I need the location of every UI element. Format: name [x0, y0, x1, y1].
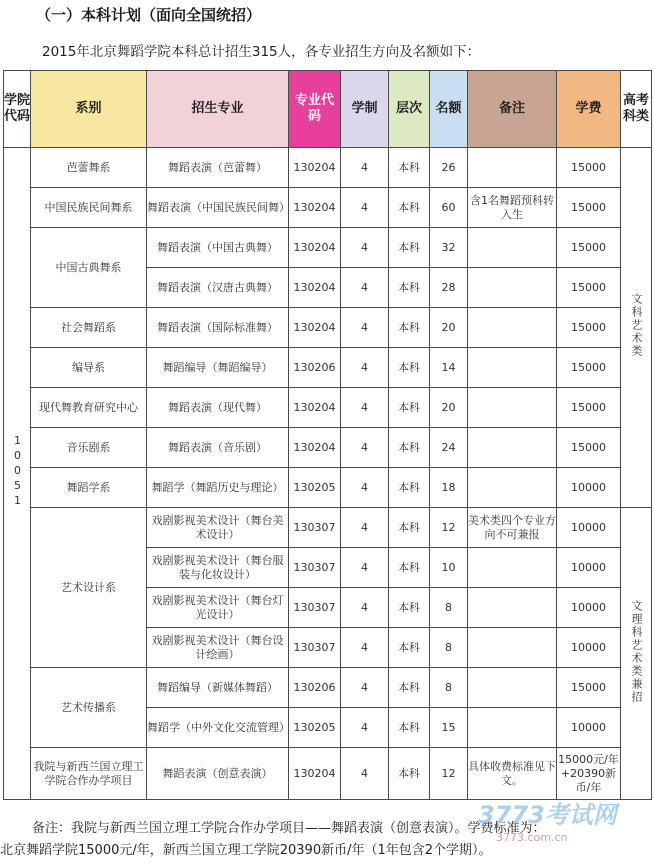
fee-cell: 15000: [557, 188, 621, 228]
table-row: [4, 508, 652, 548]
years-cell: 4: [341, 668, 389, 708]
years-cell: 4: [341, 268, 389, 308]
code-cell: 130204: [289, 428, 341, 468]
quota-cell: 18: [430, 468, 468, 508]
years-cell: 4: [341, 348, 389, 388]
exam-category-cell: [621, 148, 652, 508]
level-cell: 本科: [389, 428, 430, 468]
code-cell: 130205: [289, 708, 341, 748]
header-remark: 备注: [468, 71, 557, 148]
quota-cell: 32: [430, 228, 468, 268]
major-cell: 舞蹈表演（芭蕾舞）: [147, 148, 289, 188]
fee-cell: 15000: [557, 428, 621, 468]
fee-cell: 10000: [557, 588, 621, 628]
dept-cell: 社会舞蹈系: [31, 308, 147, 348]
remark-cell: [468, 668, 557, 708]
fee-cell: 15000: [557, 668, 621, 708]
site-watermark-logo: [470, 795, 650, 850]
major-cell: 舞蹈学（中外文化交流管理）: [147, 708, 289, 748]
remark-cell: 具体收费标准见下文。: [468, 748, 557, 800]
quota-cell: 14: [430, 348, 468, 388]
level-cell: 本科: [389, 548, 430, 588]
enrollment-plan-table: [3, 70, 652, 800]
years-cell: 4: [341, 708, 389, 748]
section-title: （一）本科计划（面向全国统招）: [36, 6, 262, 24]
dept-cell: 中国民族民间舞系: [31, 188, 147, 228]
code-cell: 130205: [289, 468, 341, 508]
level-cell: 本科: [389, 268, 430, 308]
fee-cell: 15000: [557, 268, 621, 308]
quota-cell: 60: [430, 188, 468, 228]
table-row: [4, 668, 652, 708]
dept-cell: 艺术设计系: [31, 508, 147, 668]
quota-cell: 28: [430, 268, 468, 308]
dept-cell: 我院与新西兰国立理工学院合作办学项目: [31, 748, 147, 800]
remark-cell: [468, 268, 557, 308]
watermark-text: 3773考试网: [478, 801, 617, 829]
level-cell: 本科: [389, 628, 430, 668]
code-cell: 130206: [289, 348, 341, 388]
level-cell: 本科: [389, 708, 430, 748]
quota-cell: 12: [430, 748, 468, 800]
major-cell: 舞蹈表演（现代舞）: [147, 388, 289, 428]
code-cell: 130204: [289, 148, 341, 188]
code-cell: 130307: [289, 588, 341, 628]
quota-cell: 20: [430, 388, 468, 428]
exam-category-arts: 文科艺术类: [630, 293, 643, 358]
code-cell: 130204: [289, 268, 341, 308]
level-cell: 本科: [389, 588, 430, 628]
major-cell: 舞蹈学（舞蹈历史与理论）: [147, 468, 289, 508]
dept-cell: 舞蹈学系: [31, 468, 147, 508]
quota-cell: 26: [430, 148, 468, 188]
dept-cell: 编导系: [31, 348, 147, 388]
years-cell: 4: [341, 388, 389, 428]
table-row: [4, 468, 652, 508]
quota-cell: 10: [430, 548, 468, 588]
header-major: 招生专业: [147, 71, 289, 148]
years-cell: 4: [341, 188, 389, 228]
remark-cell: [468, 588, 557, 628]
code-cell: 130307: [289, 508, 341, 548]
quota-cell: 8: [430, 668, 468, 708]
years-cell: 4: [341, 748, 389, 800]
header-quota: 名额: [430, 71, 468, 148]
remark-cell: [468, 628, 557, 668]
remark-cell: [468, 308, 557, 348]
level-cell: 本科: [389, 348, 430, 388]
remark-cell: 美术类四个专业方向不可兼报: [468, 508, 557, 548]
fee-cell: 10000: [557, 468, 621, 508]
years-cell: 4: [341, 428, 389, 468]
major-cell: 戏剧影视美术设计（舞台服装与化妆设计）: [147, 548, 289, 588]
table-row: [4, 228, 652, 268]
code-cell: 130307: [289, 628, 341, 668]
fee-cell: 15000: [557, 228, 621, 268]
header-fee: 学费: [557, 71, 621, 148]
code-cell: 130204: [289, 228, 341, 268]
level-cell: 本科: [389, 468, 430, 508]
intro-text: 2015年北京舞蹈学院本科总计招生315人，各专业招生方向及名额如下：: [42, 44, 481, 60]
table-row: [4, 348, 652, 388]
major-cell: 舞蹈表演（中国古典舞）: [147, 228, 289, 268]
college-code-cell: [4, 148, 31, 800]
header-level: 层次: [389, 71, 430, 148]
code-cell: 130204: [289, 188, 341, 228]
header-major-code: 专业代码: [289, 71, 341, 148]
exam-category-arts-science: 文理科艺术类兼招: [630, 599, 643, 704]
header-department: 系别: [31, 71, 147, 148]
quota-cell: 12: [430, 508, 468, 548]
major-cell: 舞蹈表演（中国民族民间舞）: [147, 188, 289, 228]
remark-cell: 含1名舞蹈预科转入生: [468, 188, 557, 228]
watermark-sub: 3773.com.cn: [496, 831, 568, 844]
years-cell: 4: [341, 588, 389, 628]
table-row: [4, 748, 652, 800]
table-row: [4, 388, 652, 428]
fee-cell: 15000元/年+20390新币/年: [557, 748, 621, 800]
fee-cell: 10000: [557, 708, 621, 748]
code-cell: 130204: [289, 748, 341, 800]
remark-cell: [468, 388, 557, 428]
major-cell: 戏剧影视美术设计（舞台灯光设计）: [147, 588, 289, 628]
quota-cell: 8: [430, 588, 468, 628]
level-cell: 本科: [389, 388, 430, 428]
table-row: [4, 428, 652, 468]
level-cell: 本科: [389, 748, 430, 800]
table-row: [4, 308, 652, 348]
fee-cell: 15000: [557, 388, 621, 428]
table-row: [4, 148, 652, 188]
quota-cell: 8: [430, 628, 468, 668]
dept-cell: 艺术传播系: [31, 668, 147, 748]
exam-category-cell: [621, 508, 652, 800]
major-cell: 舞蹈编导（新媒体舞蹈）: [147, 668, 289, 708]
fee-cell: 10000: [557, 508, 621, 548]
header-college-code: 学院代码: [4, 71, 31, 148]
years-cell: 4: [341, 628, 389, 668]
years-cell: 4: [341, 548, 389, 588]
major-cell: 舞蹈表演（汉唐古典舞）: [147, 268, 289, 308]
years-cell: 4: [341, 228, 389, 268]
header-years: 学制: [341, 71, 389, 148]
footnote-line-1: 备注：我院与新西兰国立理工学院合作办学项目——舞蹈表演（创意表演）。学费标准为：: [32, 821, 546, 836]
level-cell: 本科: [389, 508, 430, 548]
dept-cell: 现代舞教育研究中心: [31, 388, 147, 428]
code-cell: 130307: [289, 548, 341, 588]
years-cell: 4: [341, 308, 389, 348]
fee-cell: 10000: [557, 628, 621, 668]
quota-cell: 15: [430, 708, 468, 748]
fee-cell: 15000: [557, 348, 621, 388]
remark-cell: [468, 228, 557, 268]
level-cell: 本科: [389, 148, 430, 188]
major-cell: 戏剧影视美术设计（舞台美术设计）: [147, 508, 289, 548]
code-cell: 130204: [289, 308, 341, 348]
level-cell: 本科: [389, 228, 430, 268]
major-cell: 舞蹈表演（创意表演）: [147, 748, 289, 800]
level-cell: 本科: [389, 668, 430, 708]
years-cell: 4: [341, 508, 389, 548]
remark-cell: [468, 428, 557, 468]
remark-cell: [468, 348, 557, 388]
remark-cell: [468, 548, 557, 588]
footnote-line-2: 北京舞蹈学院15000元/年，新西兰国立理工学院20390新币/年（1年包含2个学期）。: [0, 843, 492, 858]
fee-cell: 15000: [557, 308, 621, 348]
dept-cell: 中国古典舞系: [31, 228, 147, 308]
years-cell: 4: [341, 468, 389, 508]
code-cell: 130206: [289, 668, 341, 708]
header-exam-category: 高考科类: [621, 71, 652, 148]
major-cell: 舞蹈编导（舞蹈编导）: [147, 348, 289, 388]
major-cell: 舞蹈表演（国际标准舞）: [147, 308, 289, 348]
dept-cell: 音乐剧系: [31, 428, 147, 468]
major-cell: 戏剧影视美术设计（舞台设计绘画）: [147, 628, 289, 668]
level-cell: 本科: [389, 188, 430, 228]
dept-cell: 芭蕾舞系: [31, 148, 147, 188]
code-cell: 130204: [289, 388, 341, 428]
table-header-row: [4, 71, 652, 148]
remark-cell: [468, 148, 557, 188]
quota-cell: 20: [430, 308, 468, 348]
level-cell: 本科: [389, 308, 430, 348]
quota-cell: 24: [430, 428, 468, 468]
major-cell: 舞蹈表演（音乐剧）: [147, 428, 289, 468]
remark-cell: [468, 468, 557, 508]
college-code: 10051: [11, 434, 24, 509]
years-cell: 4: [341, 148, 389, 188]
remark-cell: [468, 708, 557, 748]
table-row: [4, 188, 652, 228]
fee-cell: 15000: [557, 148, 621, 188]
fee-cell: 10000: [557, 548, 621, 588]
